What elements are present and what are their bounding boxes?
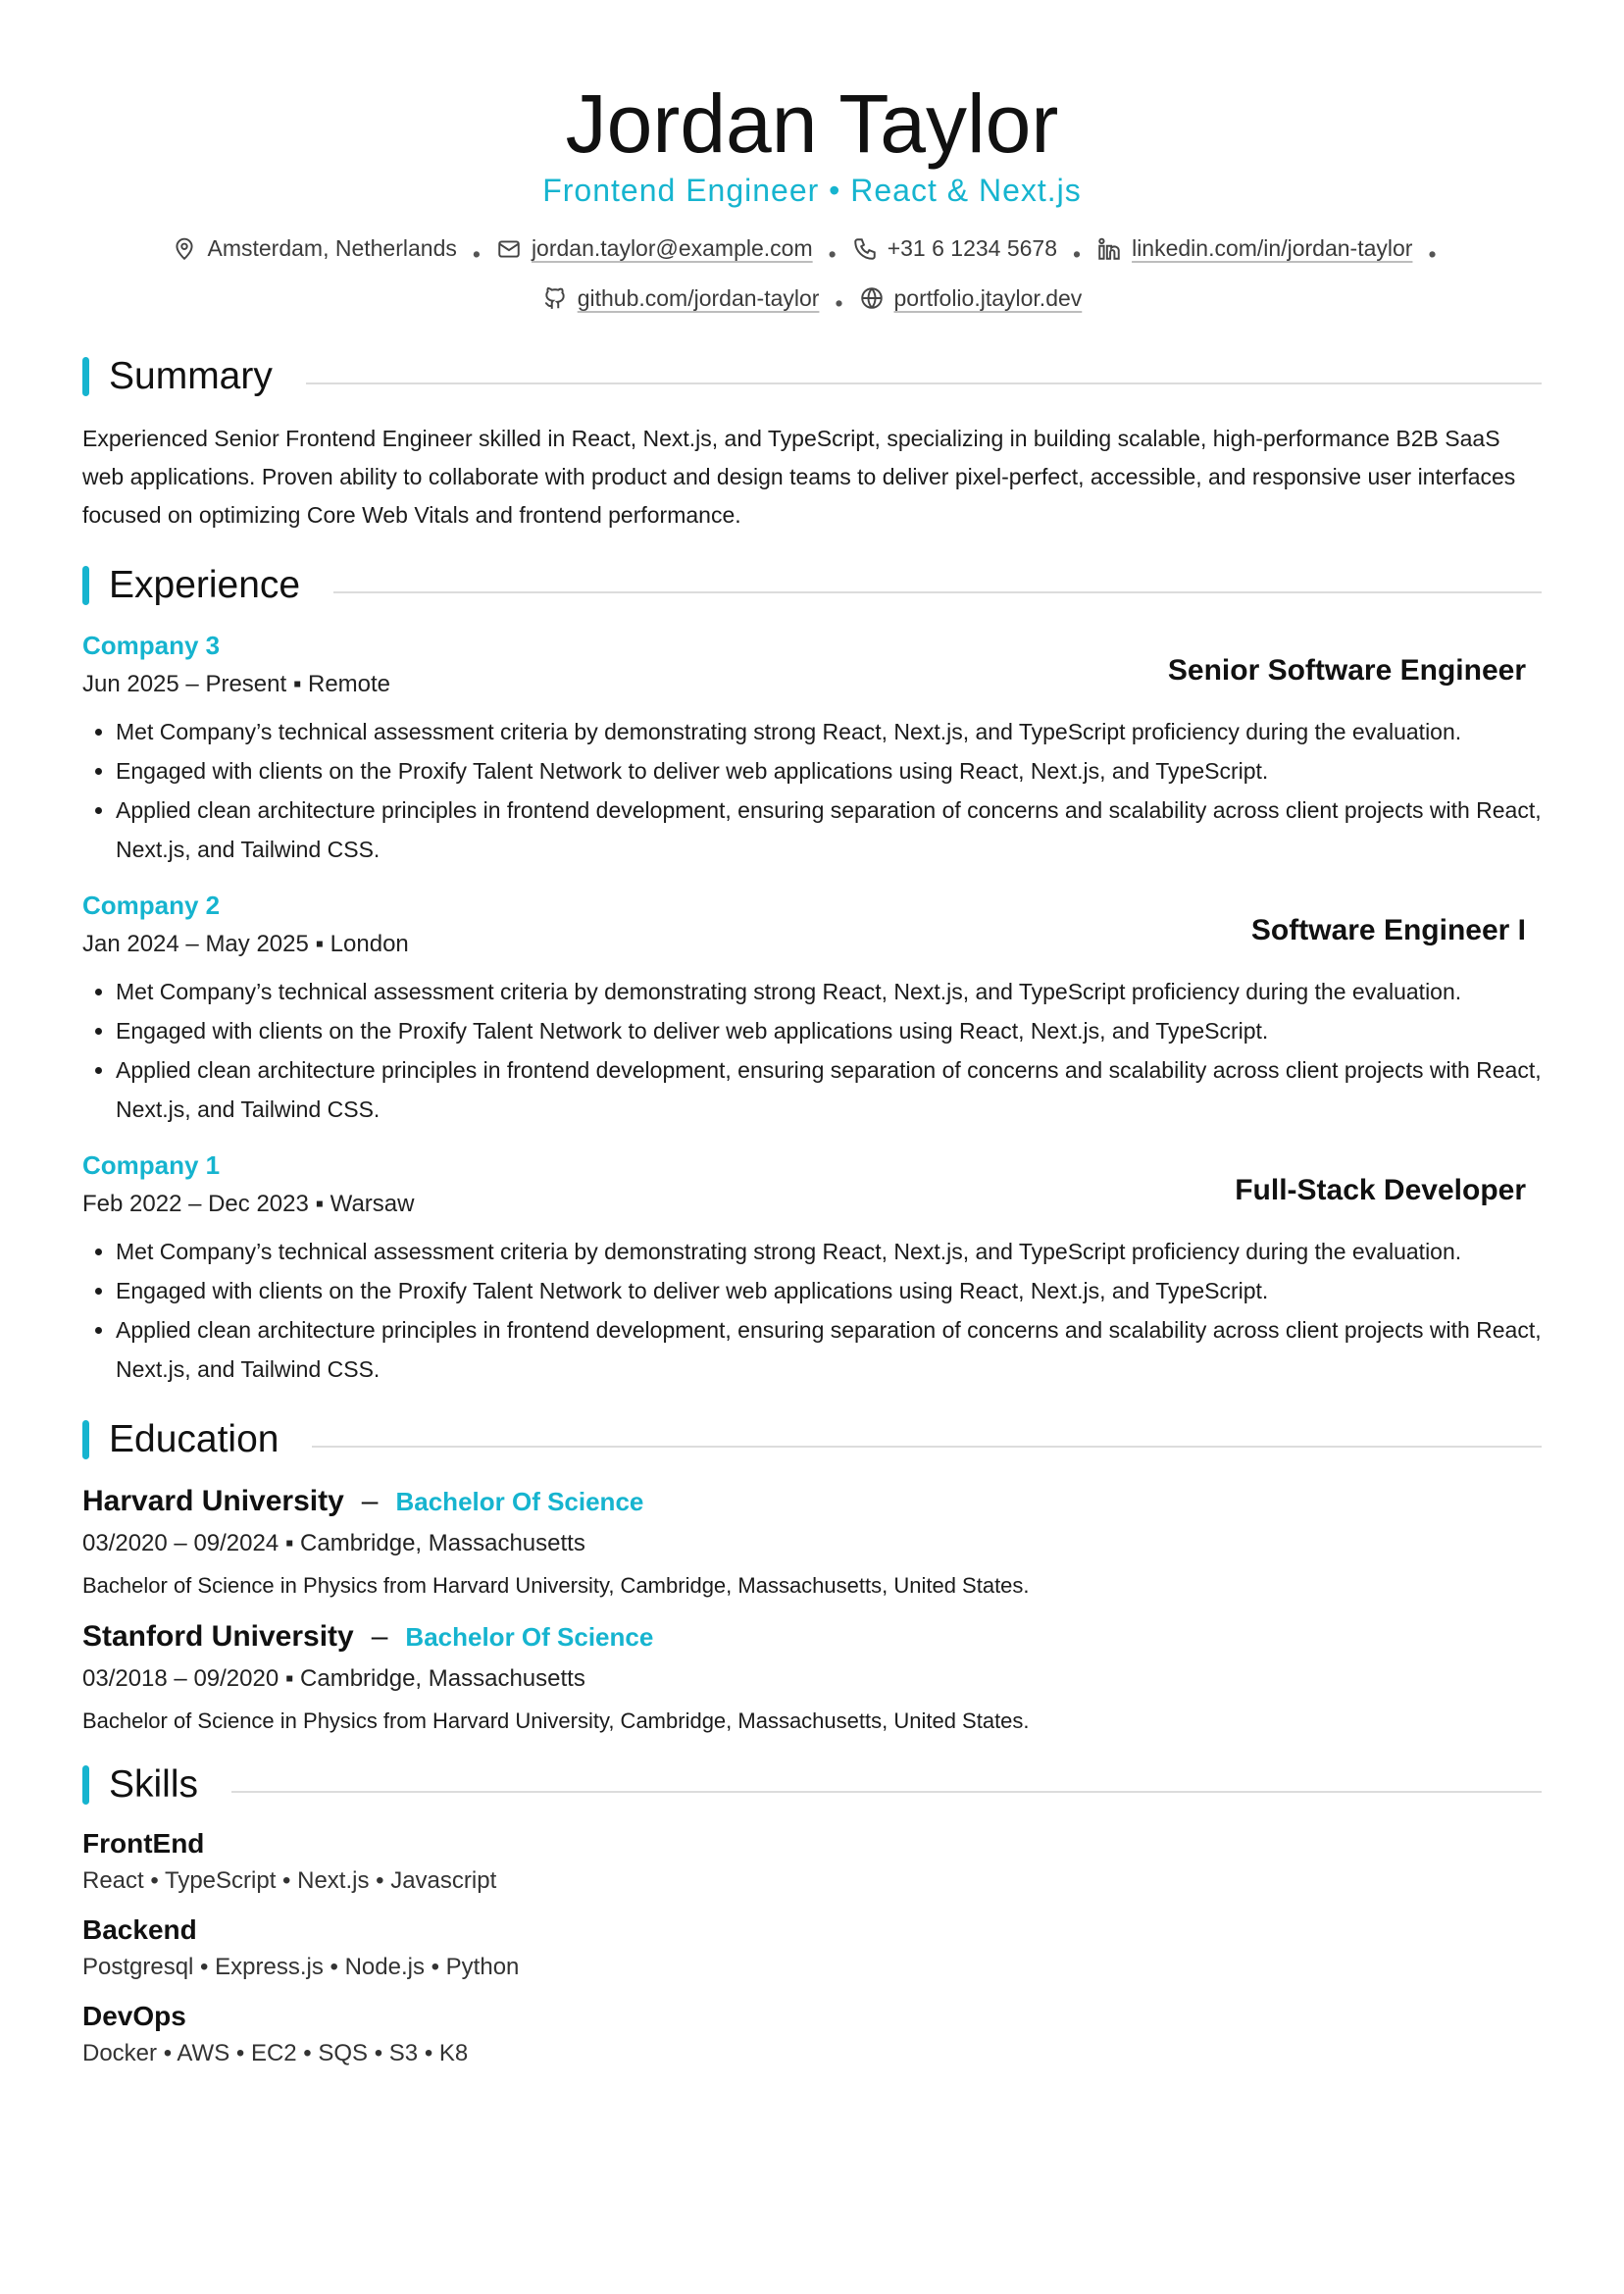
map-pin-icon xyxy=(172,236,197,262)
contact-separator: • xyxy=(828,240,837,267)
skill-group xyxy=(82,2001,1542,2067)
job-dates-location: Jun 2025 – Present ▪ Remote xyxy=(82,671,391,697)
globe-icon xyxy=(859,285,885,311)
education-entry xyxy=(82,1485,1542,1599)
job-bullet: • Engaged with clients on the Proxify Talent Network to deliver web applications using React, Next.js, and TypeScript. xyxy=(116,1271,1542,1310)
section-divider xyxy=(312,1446,1542,1448)
skill-group xyxy=(82,1828,1542,1895)
section-header xyxy=(82,562,1542,609)
job-bullet: • Engaged with clients on the Proxify Talent Network to deliver web applications using React, Next.js, and TypeScript. xyxy=(116,1011,1542,1050)
job-bullet: • Applied clean architecture principles in frontend development, ensuring separation of concerns and scalability across client projects with React, Next.js, and Tailwind CSS. xyxy=(116,1310,1542,1389)
job-bullet: • Applied clean architecture principles in frontend development, ensuring separation of concerns and scalability across client projects with React, Next.js, and Tailwind CSS. xyxy=(116,1050,1542,1129)
candidate-headline: Frontend Engineer • React & Next.js xyxy=(542,173,1082,208)
degree-name: Bachelor Of Science xyxy=(405,1622,654,1652)
heading-dash: – xyxy=(361,1485,379,1517)
job-bullet: • Met Company’s technical assessment criteria by demonstrating strong React, Next.js, and TypeScript proficiency during the evaluation. xyxy=(116,972,1542,1011)
job-role: Software Engineer I xyxy=(1250,914,1526,946)
job-role: Senior Software Engineer xyxy=(1167,654,1526,687)
contact-separator: • xyxy=(472,240,481,267)
contact-list xyxy=(116,227,1508,326)
job-role: Full-Stack Developer xyxy=(1235,1174,1526,1206)
section-divider xyxy=(333,591,1542,593)
section-divider xyxy=(231,1791,1542,1793)
contact-separator: • xyxy=(1073,240,1082,267)
job-bullets xyxy=(82,712,1542,869)
section-title: Experience xyxy=(109,564,301,606)
experience-section xyxy=(82,562,1542,1389)
job-dates-location: Feb 2022 – Dec 2023 ▪ Warsaw xyxy=(82,1191,415,1217)
skill-list: React • TypeScript • Next.js • Javascript xyxy=(82,1867,497,1894)
summary-section xyxy=(82,353,1542,535)
education-description: Bachelor of Science in Physics from Harvard University, Cambridge, Massachusetts, United States. xyxy=(82,1573,1030,1598)
contact-email[interactable] xyxy=(496,227,813,271)
github-icon xyxy=(542,285,568,311)
phone-text: +31 6 1234 5678 xyxy=(887,235,1058,261)
contact-phone xyxy=(852,227,1057,271)
job-bullets xyxy=(82,972,1542,1129)
education-entry xyxy=(82,1620,1542,1734)
section-accent-bar xyxy=(82,1765,89,1805)
heading-dash: – xyxy=(371,1620,388,1653)
education-description: Bachelor of Science in Physics from Harvard University, Cambridge, Massachusetts, United States. xyxy=(82,1708,1030,1733)
skill-category: FrontEnd xyxy=(82,1828,205,1859)
education-heading xyxy=(82,1620,1542,1654)
school-name: Stanford University xyxy=(82,1620,354,1653)
education-heading xyxy=(82,1485,1542,1518)
skills-section xyxy=(82,1761,1542,2067)
job-entry xyxy=(82,891,1542,1129)
portfolio-link[interactable]: portfolio.jtaylor.dev xyxy=(893,284,1083,311)
github-link[interactable]: github.com/jordan-taylor xyxy=(577,284,820,311)
education-dates-location: 03/2018 – 09/2020 ▪ Cambridge, Massachusetts xyxy=(82,1665,585,1692)
job-company: Company 3 xyxy=(82,631,221,660)
skill-list: Docker • AWS • EC2 • SQS • S3 • K8 xyxy=(82,2040,469,2066)
skill-list: Postgresql • Express.js • Node.js • Python xyxy=(82,1954,520,1980)
email-link[interactable]: jordan.taylor@example.com xyxy=(531,235,813,261)
job-bullet: • Applied clean architecture principles in frontend development, ensuring separation of concerns and scalability across client projects with React, Next.js, and Tailwind CSS. xyxy=(116,790,1542,869)
linkedin-icon xyxy=(1096,236,1122,262)
contact-linkedin[interactable] xyxy=(1096,227,1412,271)
mail-icon xyxy=(496,236,522,262)
education-dates-location: 03/2020 – 09/2024 ▪ Cambridge, Massachusetts xyxy=(82,1530,585,1556)
contact-portfolio[interactable] xyxy=(859,277,1083,321)
skill-group xyxy=(82,1914,1542,1981)
job-bullet: • Met Company’s technical assessment criteria by demonstrating strong React, Next.js, and TypeScript proficiency during the evaluation. xyxy=(116,712,1542,751)
skill-category: DevOps xyxy=(82,2001,186,2031)
skill-category: Backend xyxy=(82,1914,197,1945)
contact-separator: • xyxy=(835,290,843,316)
job-entry xyxy=(82,631,1542,869)
job-bullets xyxy=(82,1232,1542,1389)
phone-icon xyxy=(852,236,878,262)
degree-name: Bachelor Of Science xyxy=(395,1487,644,1516)
section-accent-bar xyxy=(82,357,89,396)
section-accent-bar xyxy=(82,1420,89,1459)
education-section xyxy=(82,1416,1542,1734)
contact-separator: • xyxy=(1428,240,1437,267)
section-header xyxy=(82,353,1542,400)
candidate-name: Jordan Taylor xyxy=(565,77,1059,170)
section-title: Skills xyxy=(109,1763,199,1806)
linkedin-link[interactable]: linkedin.com/in/jordan-taylor xyxy=(1132,235,1413,261)
job-company: Company 2 xyxy=(82,891,221,920)
resume-header xyxy=(82,0,1542,326)
school-name: Harvard University xyxy=(82,1485,344,1517)
section-header xyxy=(82,1761,1542,1809)
section-title: Education xyxy=(109,1418,279,1460)
job-dates-location: Jan 2024 – May 2025 ▪ London xyxy=(82,931,409,957)
summary-text: Experienced Senior Frontend Engineer skilled in React, Next.js, and TypeScript, specializing in building scalable, high-performance B2B SaaS web applications. Proven ability to collaborate with product and design teams to deliver pixel-perfect, accessible, and responsive user interfaces focused on optimizing Core Web Vitals and frontend performance. xyxy=(82,426,1516,528)
job-bullet: • Engaged with clients on the Proxify Talent Network to deliver web applications using React, Next.js, and TypeScript. xyxy=(116,751,1542,790)
section-title: Summary xyxy=(109,355,273,397)
contact-location xyxy=(172,227,456,271)
section-header xyxy=(82,1416,1542,1463)
location-text: Amsterdam, Netherlands xyxy=(207,235,457,261)
job-company: Company 1 xyxy=(82,1150,221,1180)
contact-github[interactable] xyxy=(542,277,820,321)
section-divider xyxy=(306,382,1542,384)
job-entry xyxy=(82,1150,1542,1389)
job-bullet: • Met Company’s technical assessment criteria by demonstrating strong React, Next.js, and TypeScript proficiency during the evaluation. xyxy=(116,1232,1542,1271)
section-accent-bar xyxy=(82,566,89,605)
